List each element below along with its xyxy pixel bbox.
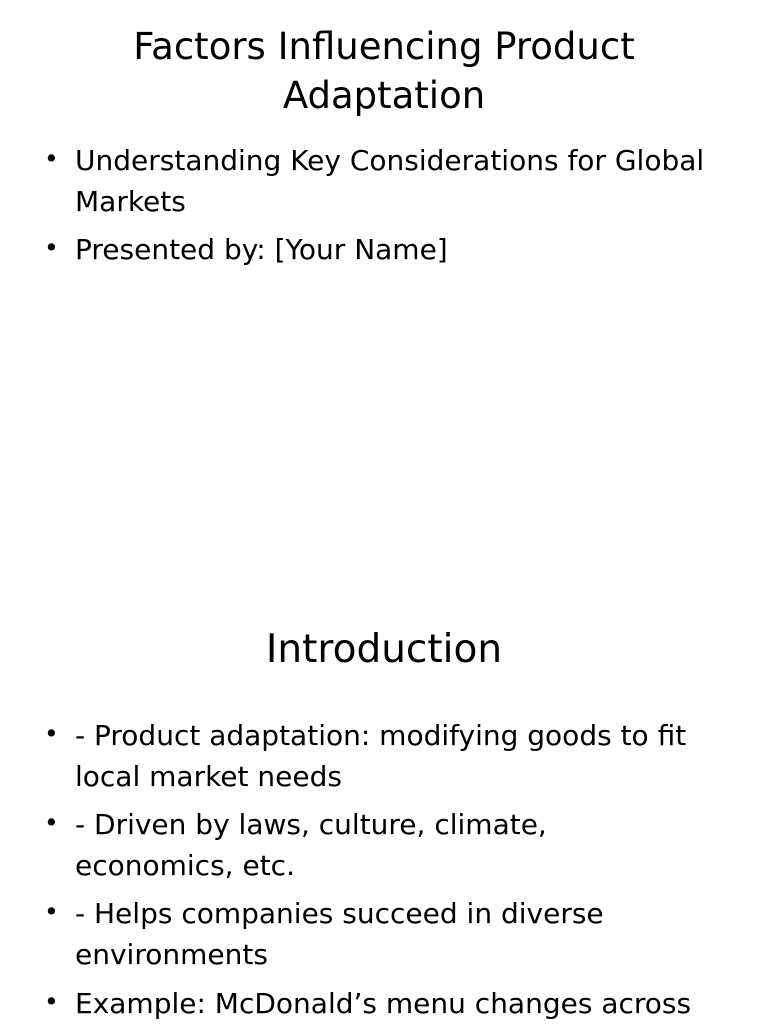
bullet-item [42, 230, 712, 271]
bullet-icon: • [44, 233, 59, 263]
bullet-text: - Product adaptation: modifying goods to fit local market needs [75, 719, 687, 793]
bullet-icon: • [44, 144, 59, 173]
slide-introduction-heading: Introduction [265, 627, 503, 672]
bullet-item [42, 894, 712, 975]
bullet-text: Understanding Key Considerations for Global Markets [75, 144, 705, 218]
bullet-text: - Helps companies succeed in diverse environments [75, 897, 604, 971]
bullet-item [42, 805, 712, 886]
bullet-text: Example: McDonald’s menu changes across [75, 986, 692, 1020]
bullet-icon: • [44, 897, 59, 927]
bullet-icon: • [44, 808, 59, 838]
bullet-text: Presented by: [Your Name] [75, 233, 448, 267]
bullet-icon: • [44, 719, 59, 748]
bullet-item [42, 984, 712, 1024]
bullet-item [42, 141, 712, 222]
slide-title-heading: Factors Influencing Product Adaptation [133, 25, 635, 118]
slide-introduction-bullet-list [42, 716, 712, 1024]
bullet-item [42, 716, 712, 797]
slide-introduction [0, 576, 768, 1024]
bullet-icon: • [44, 986, 59, 1016]
bullet-text: - Driven by laws, culture, climate, economics, etc. [75, 808, 547, 882]
slide-title-bullet-list [42, 141, 712, 279]
